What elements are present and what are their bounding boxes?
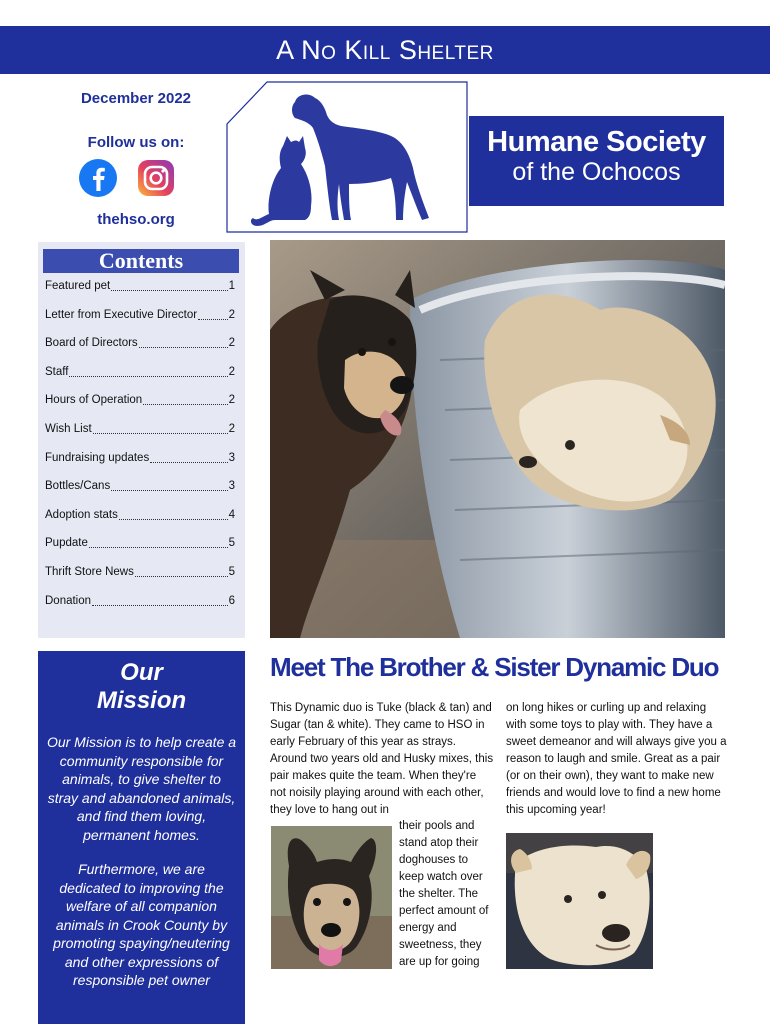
follow-label: Follow us on: — [87, 134, 185, 151]
toc-item[interactable] — [45, 280, 235, 309]
facebook-icon[interactable] — [78, 158, 118, 198]
mission-panel — [38, 651, 245, 1024]
toc-item[interactable] — [45, 452, 235, 481]
article-text-col1: This Dynamic duo is Tuke (black & tan) and Sugar (tan & white). They came to HSO in early February of this year as strays. Around two years old and Husky mixes, this pair makes quite the team. When they're not noisily playing around with each other, they love to hang out in — [270, 702, 494, 816]
toc-label: Featured pet — [45, 280, 111, 292]
article-title: Meet The Brother & Sister Dynamic Duo — [270, 652, 719, 682]
toc-leader — [89, 537, 228, 548]
toc-leader — [111, 480, 227, 491]
toc-item[interactable] — [45, 423, 235, 452]
toc-leader — [150, 452, 227, 463]
brand-name: Humane Society — [487, 126, 706, 158]
toc-page: 5 — [228, 565, 235, 578]
toc-page: 2 — [228, 337, 235, 350]
mission-title — [38, 659, 245, 715]
toc-leader — [135, 566, 228, 577]
toc-page: 3 — [228, 480, 235, 493]
toc-label: Donation — [45, 594, 92, 607]
toc-page: 1 — [228, 280, 235, 292]
mission-commitment: Furthermore, we are dedicated to improving the welfare of all companion animals in Crook County by promoting spaying/neutering and other expressions of responsible pet owner — [53, 861, 230, 988]
toc-leader — [143, 394, 227, 405]
toc-page: 6 — [228, 594, 235, 607]
instagram-icon[interactable] — [136, 158, 176, 198]
toc-item[interactable] — [45, 566, 235, 595]
toc-page: 3 — [228, 451, 235, 464]
mission-statement: Our Mission is to help create a community responsible for animals, to give shelter to stray and abandoned animals, and find them loving, permanent homes. — [46, 734, 237, 843]
toc-item[interactable] — [45, 595, 235, 624]
contents-list — [45, 280, 235, 623]
toc-label: Staff — [45, 365, 69, 378]
issue-date: December 2022 — [80, 90, 192, 107]
mission-title-line2: Mission — [96, 687, 187, 714]
sugar-photo — [506, 833, 653, 969]
toc-leader — [111, 280, 227, 291]
top-banner — [0, 26, 770, 74]
toc-page: 2 — [228, 365, 235, 378]
banner-title: A No Kill Shelter — [276, 34, 494, 65]
toc-leader — [119, 509, 228, 520]
contents-panel — [38, 242, 245, 638]
toc-item[interactable] — [45, 394, 235, 423]
toc-leader — [69, 366, 227, 377]
logo-dog-cat-icon — [225, 80, 469, 236]
toc-label: Adoption stats — [45, 508, 118, 521]
toc-item[interactable] — [45, 366, 235, 395]
toc-leader — [198, 309, 227, 320]
toc-page: 2 — [228, 308, 235, 321]
toc-label: Bottles/Cans — [45, 480, 111, 493]
toc-label: Thrift Store News — [45, 565, 134, 578]
toc-leader — [92, 595, 228, 606]
toc-item[interactable] — [45, 309, 235, 338]
toc-item[interactable] — [45, 509, 235, 538]
tuke-photo — [271, 826, 392, 969]
brand-box — [469, 116, 724, 206]
toc-page: 4 — [228, 508, 235, 521]
toc-item[interactable] — [45, 480, 235, 509]
mission-title-line1: Our — [120, 659, 163, 686]
toc-leader — [139, 337, 228, 348]
toc-item[interactable] — [45, 337, 235, 366]
toc-label: Wish List — [45, 422, 92, 435]
toc-label: Fundraising updates — [45, 451, 150, 464]
website-link[interactable]: thehso.org — [97, 211, 175, 228]
toc-label: Hours of Operation — [45, 394, 143, 407]
brand-subtitle: of the Ochocos — [512, 158, 681, 186]
toc-leader — [93, 423, 228, 434]
toc-page: 2 — [228, 422, 235, 435]
article-text-col1-wrap: their pools and stand atop their doghouses to keep watch over the shelter. The perfect amount of energy and sweetness, they are up for going — [399, 820, 489, 968]
toc-page: 2 — [228, 394, 235, 407]
toc-page: 5 — [228, 537, 235, 550]
toc-label: Letter from Executive Director — [45, 308, 198, 321]
contents-title: Contents — [43, 249, 239, 273]
toc-label: Pupdate — [45, 537, 88, 550]
toc-label: Board of Directors — [45, 337, 138, 350]
toc-item[interactable] — [45, 537, 235, 566]
article-text-col2: on long hikes or curling up and relaxing with some toys to play with. They have a sweet demeanor and will always give you a reason to laugh and smile. Great as a pair (or on their own), they want to make new friends and would love to find a new home this upcoming year! — [506, 702, 727, 816]
dogs-in-tub-photo — [270, 240, 725, 638]
